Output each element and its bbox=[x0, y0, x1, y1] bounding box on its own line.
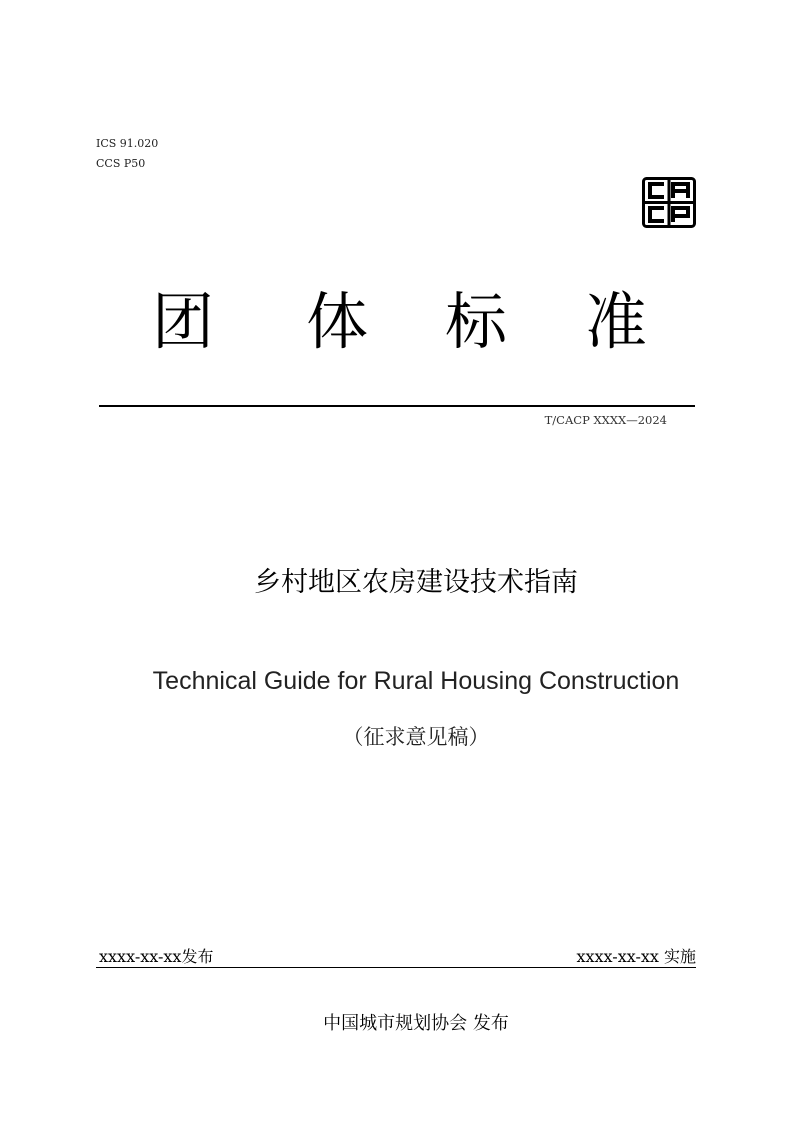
ccs-code: CCS P50 bbox=[96, 157, 146, 170]
publisher: 中国城市规划协会 发布 bbox=[323, 1013, 509, 1034]
draft-status: （征求意见稿） bbox=[342, 725, 490, 749]
standard-number: T/CACP XXXX—2024 bbox=[544, 413, 667, 427]
header-divider bbox=[99, 405, 695, 407]
doc-type-char-2: 体 bbox=[306, 285, 369, 358]
title-english: Technical Guide for Rural Housing Construction bbox=[152, 667, 680, 695]
ics-code: ICS 91.020 bbox=[96, 137, 159, 150]
dates-divider bbox=[96, 967, 696, 968]
doc-type-char-1: 团 bbox=[152, 285, 215, 358]
dates-row bbox=[96, 946, 696, 970]
cacp-logo-icon bbox=[642, 177, 696, 228]
implementation-date: xxxx-xx-xx 实施 bbox=[576, 947, 696, 966]
title-chinese: 乡村地区农房建设技术指南 bbox=[254, 567, 578, 598]
doc-type-char-3: 标 bbox=[445, 285, 508, 358]
issue-date: xxxx-xx-xx发布 bbox=[99, 947, 214, 966]
document-type-heading bbox=[0, 282, 800, 362]
doc-type-char-4: 准 bbox=[585, 285, 648, 358]
